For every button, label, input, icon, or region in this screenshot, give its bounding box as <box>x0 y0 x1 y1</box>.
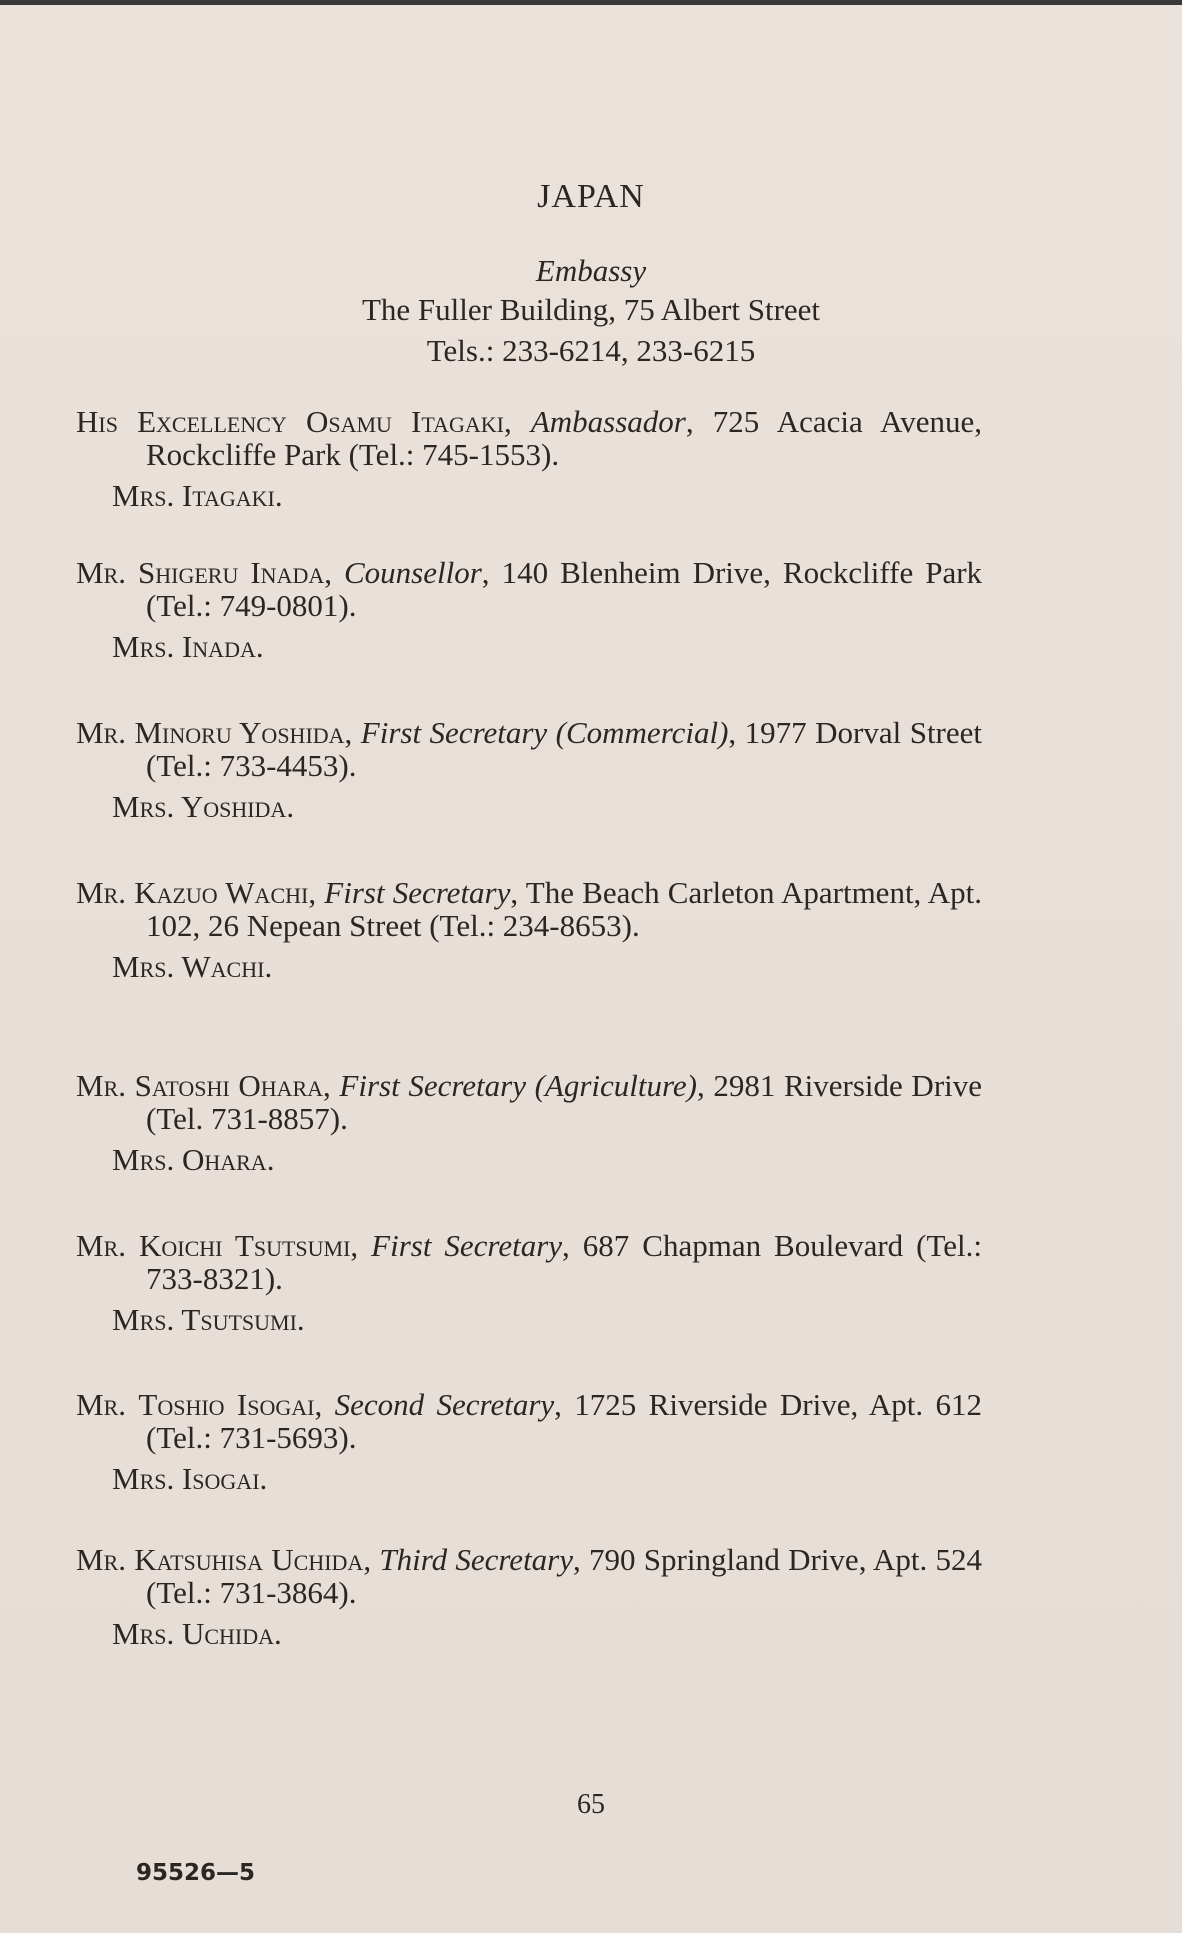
entry-prefix: Mr. <box>76 555 126 590</box>
embassy-telephones: Tels.: 233-6214, 233-6215 <box>426 333 756 368</box>
entry-main-line: Mr. Minoru Yoshida, First Secretary (Commercial), 1977 Dorval Street (Tel.: 733-4453). <box>76 715 983 783</box>
print-code: 95526—5 <box>136 1860 256 1886</box>
entry-role: Second Secretary <box>334 1387 555 1422</box>
entry-name: Toshio Isogai <box>138 1387 315 1422</box>
entry-name: Osamu Itagaki <box>305 404 504 439</box>
entry-prefix: Mr. <box>76 1542 126 1577</box>
entry-spouse: Mrs. Uchida. <box>112 1616 282 1651</box>
entry-spouse: Mrs. Inada. <box>112 629 264 664</box>
entry-prefix: Mr. <box>76 715 126 750</box>
section-subtitle: Embassy <box>535 253 647 288</box>
entry-main-line: Mr. Toshio Isogai, Second Secretary, 1725 Riverside Drive, Apt. 612 (Tel.: 731-5693). <box>76 1387 983 1455</box>
entry-details: 2981 Riverside Drive (Tel. 731-8857). <box>146 1068 983 1136</box>
entry-name: Minoru Yoshida <box>134 715 345 750</box>
entry-details: The Beach Carleton Apartment, Apt. 102, 26 Nepean Street (Tel.: 234-8653). <box>146 875 983 943</box>
entry-name: Shigeru Inada <box>138 555 325 590</box>
entry-role: Third Secretary <box>379 1542 574 1577</box>
entry-prefix: Mr. <box>76 1068 126 1103</box>
entry-name: Kazuo Wachi <box>134 875 309 910</box>
entry-role: First Secretary (Commercial) <box>360 715 729 750</box>
entry-spouse: Mrs. Ohara. <box>112 1142 275 1177</box>
entry-role: First Secretary <box>324 875 511 910</box>
entry-name: Katsuhisa Uchida <box>134 1542 364 1577</box>
directory-entry <box>76 1388 982 1495</box>
entry-prefix: His Excellency <box>76 404 287 439</box>
directory-entry <box>76 716 982 823</box>
entry-details: 140 Blenheim Drive, Rockcliffe Park (Tel.: 749-0801). <box>146 555 983 623</box>
entry-prefix: Mr. <box>76 1387 126 1422</box>
entry-name: Satoshi Ohara <box>134 1068 324 1103</box>
directory-entry <box>76 1069 982 1176</box>
entry-spouse: Mrs. Wachi. <box>112 949 273 984</box>
page-number: 65 <box>577 1789 605 1820</box>
entry-prefix: Mr. <box>76 875 126 910</box>
entry-details: 1977 Dorval Street (Tel.: 733-4453). <box>146 715 983 783</box>
entry-main-line: Mr. Katsuhisa Uchida, Third Secretary, 790 Springland Drive, Apt. 524 (Tel.: 731-3864). <box>76 1542 983 1610</box>
entry-main-line: Mr. Kazuo Wachi, First Secretary, The Beach Carleton Apartment, Apt. 102, 26 Nepean Street (Tel.: 234-8653). <box>76 875 983 943</box>
entry-role: Ambassador <box>530 404 686 439</box>
entry-spouse: Mrs. Itagaki. <box>112 478 283 513</box>
page-title: JAPAN <box>537 178 645 215</box>
embassy-address: The Fuller Building, 75 Albert Street <box>361 292 821 327</box>
entry-role: First Secretary (Agriculture) <box>339 1068 697 1103</box>
directory-entry <box>76 405 982 512</box>
entry-role: Counsellor <box>344 555 482 590</box>
entry-spouse: Mrs. Isogai. <box>112 1461 268 1496</box>
directory-entry <box>76 876 982 983</box>
entry-main-line: Mr. Satoshi Ohara, First Secretary (Agriculture), 2981 Riverside Drive (Tel. 731-8857). <box>76 1068 983 1136</box>
entry-main-line: Mr. Shigeru Inada, Counsellor, 140 Blenheim Drive, Rockcliffe Park (Tel.: 749-0801). <box>76 555 983 623</box>
entry-main-line: His Excellency Osamu Itagaki, Ambassador, 725 Acacia Avenue, Rockcliffe Park (Tel.: 745-1553). <box>76 404 983 472</box>
entry-spouse: Mrs. Tsutsumi. <box>112 1302 305 1337</box>
directory-entry <box>76 1543 982 1650</box>
entry-name: Koichi Tsutsumi <box>138 1228 351 1263</box>
entry-details: 790 Springland Drive, Apt. 524 (Tel.: 731-3864). <box>146 1542 983 1610</box>
entry-details: 687 Chapman Boulevard (Tel.: 733-8321). <box>146 1228 982 1296</box>
directory-entry <box>76 1229 982 1336</box>
entry-prefix: Mr. <box>76 1228 126 1263</box>
entry-spouse: Mrs. Yoshida. <box>112 789 295 824</box>
entry-details: 1725 Riverside Drive, Apt. 612 (Tel.: 731-5693). <box>146 1387 983 1455</box>
entry-role: First Secretary <box>371 1228 563 1263</box>
directory-entry <box>76 556 982 663</box>
entry-details: 725 Acacia Avenue, Rockcliffe Park (Tel.: 745-1553). <box>146 404 983 472</box>
entry-main-line: Mr. Koichi Tsutsumi, First Secretary, 687 Chapman Boulevard (Tel.: 733-8321). <box>76 1228 982 1296</box>
top-edge-strip <box>0 0 1182 5</box>
